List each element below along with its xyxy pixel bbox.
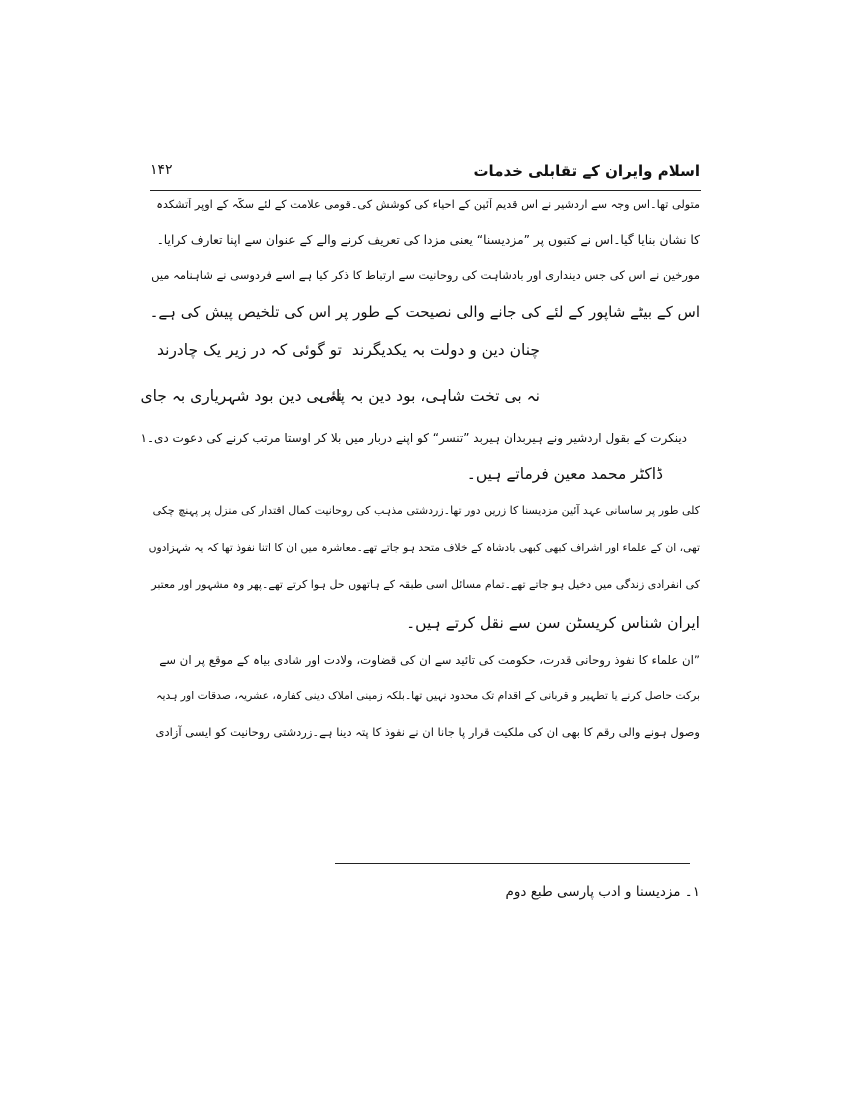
body-line: ایران شناس کریسٹن سن سے نقل کرتے ہیں۔ bbox=[406, 614, 700, 632]
body-line: کلی طور پر ساسانی عہد آئین مزدیسنا کا زریں دور تھا۔زردشتی مذہب کی روحانیت کمال اقتدار کی منزل پر پہنچ چکی bbox=[152, 504, 700, 517]
running-title: اسلام وایران کے تقابلی خدمات bbox=[473, 162, 700, 180]
body-line: کا نشان بنایا گیا۔اس نے کتبوں پر ”مزدیسنا“ یعنی مزدا کی تعریف کرنے والے کے عنوان سے اپنا تعارف کرایا۔ bbox=[156, 233, 700, 247]
body-line: دینکرت کے بقول اردشیر ونے ہیربدان ہیربد ”تنسر“ کو اپنے دربار میں بلا کر اوستا مرتب کرنے کی دعوت دی۔۱ bbox=[140, 431, 687, 445]
body-line: متولی تھا۔اس وجہ سے اردشیر نے اس قدیم آئین کے احیاء کی کوشش کی۔قومی علامت کے لئے سکّہ کے اوپر آتشکدہ bbox=[156, 198, 700, 211]
body-line: ”ان علماء کا نفوذ روحانی قدرت، حکومت کی تائید سے ان کی قضاوت، ولادت اور شادی بیاہ کے موقع پر ان سے bbox=[159, 653, 700, 667]
verse-hemistich: چنان دین و دولت بہ یکدیگرند bbox=[351, 341, 540, 359]
body-line: تھی، ان کے علماء اور اشراف کبھی کبھی بادشاہ کے خلاف متحد ہو جاتے تھے۔معاشرہ میں ان کا اتنا نفوذ تھا کہ یہ شہزادوں bbox=[149, 541, 700, 554]
header-rule bbox=[150, 190, 701, 191]
body-line: برکت حاصل کرنے یا تطہیر و قربانی کے اقدام تک محدود نہیں تھا۔بلکہ زمینی املاک دینی کفارہ، عشریہ، صدقات اور ہدیہ bbox=[156, 689, 700, 702]
verse-hemistich: نہ بی تخت شاہی، بود دین بہ پائی bbox=[318, 387, 540, 405]
verse-hemistich: نہ بی دین بود شہریاری بہ جای bbox=[140, 387, 342, 405]
body-line: مورخین نے اس کی جس دینداری اور بادشاہت کی روحانیت سے ارتباط کا ذکر کیا ہے اسے فردوسی نے شاہنامہ میں bbox=[151, 268, 700, 282]
footnote-rule bbox=[335, 863, 690, 864]
page-header bbox=[150, 160, 700, 190]
body-line: اس کے بیٹے شاپور کے لئے کی جانے والی نصیحت کے طور پر اس کی تلخیص پیش کی ہے۔ bbox=[149, 303, 700, 321]
body-line: ڈاکٹر محمد معین فرماتے ہیں۔ bbox=[466, 465, 663, 483]
verse-hemistich: تو گوئی کہ در زیر یک چادرند bbox=[156, 341, 342, 359]
page-number: ۱۴۲ bbox=[150, 162, 173, 178]
footnote: ۱۔ مزدیسنا و ادب پارسی طبع دوم bbox=[505, 884, 700, 900]
body-line: کی انفرادی زندگی میں دخیل ہو جاتے تھے۔تمام مسائل اسی طبقہ کے ہاتھوں حل ہوا کرتے تھے۔پھر وہ مشہور اور معتبر bbox=[151, 578, 700, 591]
body-line: وصول ہونے والی رقم کا بھی ان کی ملکیت قرار پا جانا ان نے نفوذ کا پتہ دینا ہے۔زردشتی روحانیت کو ایسی آزادی bbox=[155, 725, 700, 739]
